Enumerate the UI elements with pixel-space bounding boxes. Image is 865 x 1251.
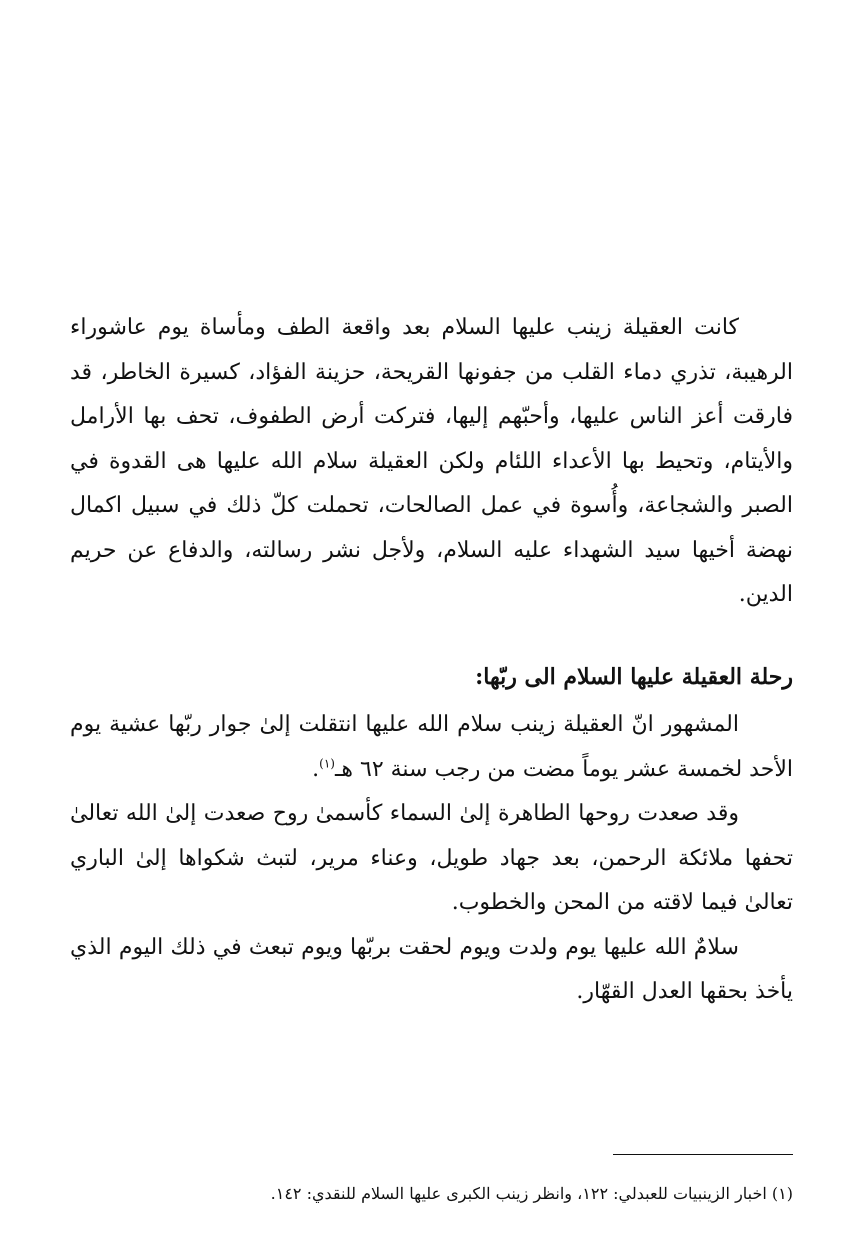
footnote-marker: (١) bbox=[319, 756, 335, 771]
section-paragraph-2: وقد صعدت روحها الطاهرة إلىٰ السماء كأسمىٰ روح صعدت إلىٰ الله تعالىٰ تحفها ملائكة الرحمن، بعد جهاد طويل، وعناء مرير، لتبث شكواها إلىٰ الباري تعالىٰ فيما لاقته من المحن والخطوب. bbox=[70, 801, 793, 915]
intro-block bbox=[70, 306, 793, 618]
section-paragraph-3: سلامٌ الله عليها يوم ولدت ويوم لحقت بربّها ويوم تبعث في ذلك اليوم الذي يأخذ بحقها العدل القهّار. bbox=[70, 934, 793, 1004]
footnote-divider bbox=[613, 1154, 793, 1155]
section-block bbox=[70, 655, 793, 1015]
section-heading: رحلة العقيلة عليها السلام الى ربّها: bbox=[475, 664, 793, 690]
section-paragraph-1-end: . bbox=[312, 756, 320, 782]
intro-paragraph: كانت العقيلة زينب عليها السلام بعد واقعة الطف ومأساة يوم عاشوراء الرهيبة، تذري دماء القلب من جفونها القريحة، حزينة الفؤاد، كسيرة الخاطر، قد فارقت أعز الناس عليها، وأحبّهم إليها، فتركت أرض الطفوف، تحف بها الأرامل والأيتام، وتحيط بها الأعداء اللئام ولكن العقيلة سلام الله عليها هى القدوة في الصبر والشجاعة، وأُسوة في عمل الصالحات، تحملت كلّ ذلك في سبيل اكمال نهضة أخيها سيد الشهداء عليه السلام، ولأجل نشر رسالته، والدفاع عن حريم الدين. bbox=[70, 315, 794, 607]
section-paragraph-1-text: المشهور انّ العقيلة زينب سلام الله عليها انتقلت إلىٰ جوار ربّها عشية يوم الأحد لخمسة عشر يوماً مضت من رجب سنة ٦٢ هـ bbox=[70, 712, 793, 782]
page bbox=[70, 0, 793, 1251]
section-paragraph-1 bbox=[70, 703, 793, 792]
footnote: (١) اخبار الزينبيات للعبدلي: ١٢٢، وانظر زينب الكبرى عليها السلام للنقدي: ١٤٢. bbox=[270, 1184, 793, 1203]
